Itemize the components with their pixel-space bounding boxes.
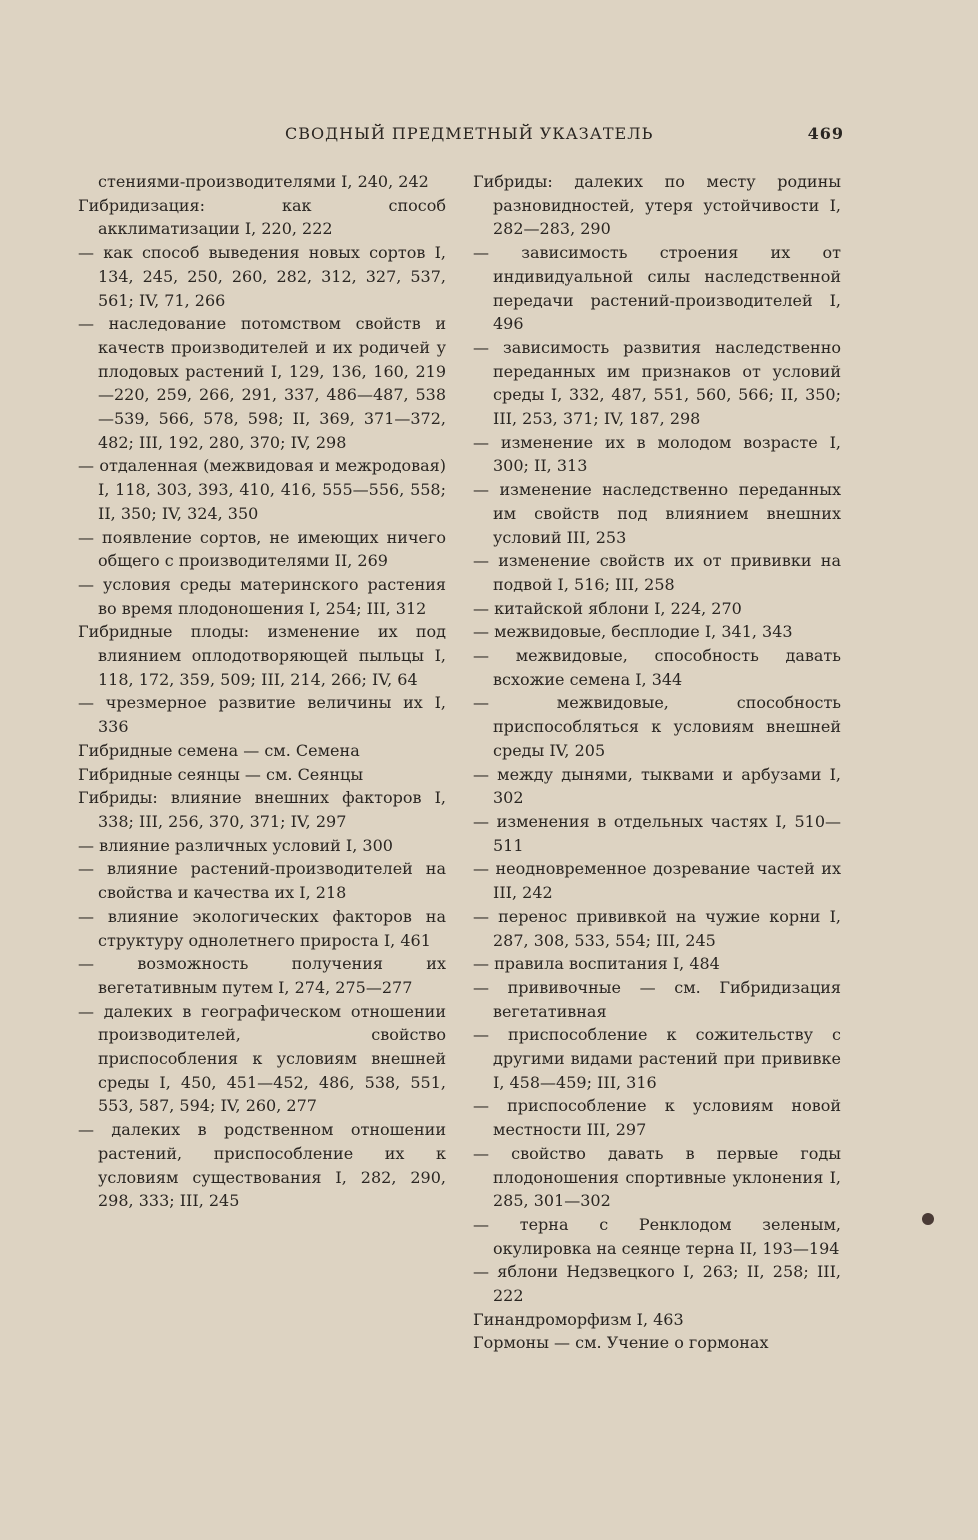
index-entry: Гормоны — см. Учение о гормонах: [473, 1333, 769, 1353]
index-entry: — межвидовые, способность давать всхожие семена I, 344: [473, 646, 841, 689]
index-entry: — изменение свойств их от прививки на подвой I, 516; III, 258: [473, 551, 841, 594]
index-entry: — как способ выведения новых сортов I, 134, 245, 250, 260, 282, 312, 327, 537, 561; IV, 71, 266: [78, 243, 446, 310]
index-entry: — изменения в отдельных частях I, 510—511: [473, 811, 841, 855]
index-entry: стениями-производителями I, 240, 242: [98, 172, 429, 191]
index-entry: — терна с Ренклодом зеленым, окулировка на сеянце терна II, 193—194: [473, 1214, 841, 1258]
index-entry: — наследование потомством свойств и качеств производителей и их родичей у плодовых растений I, 129, 136, 160, 219—220, 259, 266, 291, 337, 486—487, 538—539, 566, 578, 598; II, 369, 371—372, 482; III, 192, 280, 370; IV, 298: [78, 314, 446, 452]
index-entry: Гибридизация: как способ акклиматизации I, 220, 222: [78, 195, 446, 239]
index-entry: — чрезмерное развитие величины их I, 336: [78, 693, 446, 737]
index-entry: — межвидовые, бесплодие I, 341, 343: [473, 622, 793, 642]
right-index-column: [473, 170, 841, 1355]
index-entry: — перенос прививкой на чужие корни I, 287, 308, 533, 554; III, 245: [473, 906, 841, 950]
index-entry: — зависимость развития наследственно переданных им признаков от условий среды I, 332, 487, 551, 560, 566; II, 350; III, 253, 371; IV, 187, 298: [473, 337, 841, 429]
index-entry: — между дынями, тыквами и арбузами I, 302: [473, 764, 841, 808]
index-entry: — изменение наследственно переданных им свойств под влиянием внешних условий III, 253: [473, 480, 841, 547]
left-index-column: [78, 170, 446, 1213]
index-entry: — возможность получения их вегетативным путем I, 274, 275—277: [78, 954, 446, 997]
running-header: [78, 124, 844, 148]
index-entry: Гибридные плоды: изменение их под влиянием оплодотворяющей пыльцы I, 118, 172, 359, 509; III, 214, 266; IV, 64: [78, 622, 446, 689]
index-entry: — изменение их в молодом возрасте I, 300; II, 313: [473, 432, 841, 476]
index-entry: Гибриды: влияние внешних факторов I, 338; III, 256, 370, 371; IV, 297: [78, 788, 446, 831]
index-entry: Гибриды: далеких по месту родины разновидностей, утеря устойчивости I, 282—283, 290: [473, 172, 841, 239]
index-entry: — зависимость строения их от индивидуальной силы наследственной передачи растений-производителей I, 496: [473, 243, 841, 334]
index-entry: — приспособление к условиям новой местности III, 297: [473, 1096, 841, 1140]
index-entry: — яблони Недзвецкого I, 263; II, 258; III, 222: [473, 1262, 841, 1306]
index-entry: — межвидовые, способность приспособляться к условиям внешней среды IV, 205: [473, 693, 841, 760]
index-entry: Гибридные сеянцы — см. Сеянцы: [78, 764, 364, 784]
page-number: 469: [807, 124, 844, 143]
index-entry: — приспособление к сожительству с другими видами растений при прививке I, 458—459; III, 316: [473, 1025, 841, 1092]
index-entry: — далеких в родственном отношении растений, приспособление их к условиям существования I, 282, 290, 298, 333; III, 245: [78, 1120, 446, 1211]
index-entry: Гинандроморфизм I, 463: [473, 1309, 684, 1329]
index-entry: — влияние экологических факторов на структуру однолетнего прироста I, 461: [78, 906, 446, 950]
index-entry: — прививочные — см. Гибридизация вегетативная: [473, 977, 841, 1021]
index-entry: — условия среды материнского растения во время плодоношения I, 254; III, 312: [78, 574, 446, 618]
index-entry: — неодновременное дозревание частей их III, 242: [473, 859, 841, 903]
index-entry: — свойство давать в первые годы плодоношения спортивные уклонения I, 285, 301—302: [473, 1143, 841, 1211]
index-entry: Гибридные семена — см. Семена: [78, 740, 360, 760]
index-entry: — правила воспитания I, 484: [473, 954, 720, 974]
index-entry: — влияние различных условий I, 300: [78, 835, 393, 855]
index-entry: — влияние растений-производителей на свойства и качества их I, 218: [78, 859, 446, 903]
index-entry: — отдаленная (межвидовая и межродовая) I, 118, 303, 393, 410, 416, 555—556, 558; II, 350; IV, 324, 350: [78, 456, 446, 523]
ink-spot-mark: [922, 1213, 934, 1225]
index-entry: — китайской яблони I, 224, 270: [473, 598, 742, 618]
index-entry: — далеких в географическом отношении производителей, свойство приспособления к условиям внешней среды I, 450, 451—452, 486, 538, 551, 553, 587, 594; IV, 260, 277: [78, 1001, 446, 1116]
header-title: СВОДНЫЙ ПРЕДМЕТНЫЙ УКАЗАТЕЛЬ: [285, 124, 654, 143]
index-entry: — появление сортов, не имеющих ничего общего с производителями II, 269: [78, 527, 446, 571]
